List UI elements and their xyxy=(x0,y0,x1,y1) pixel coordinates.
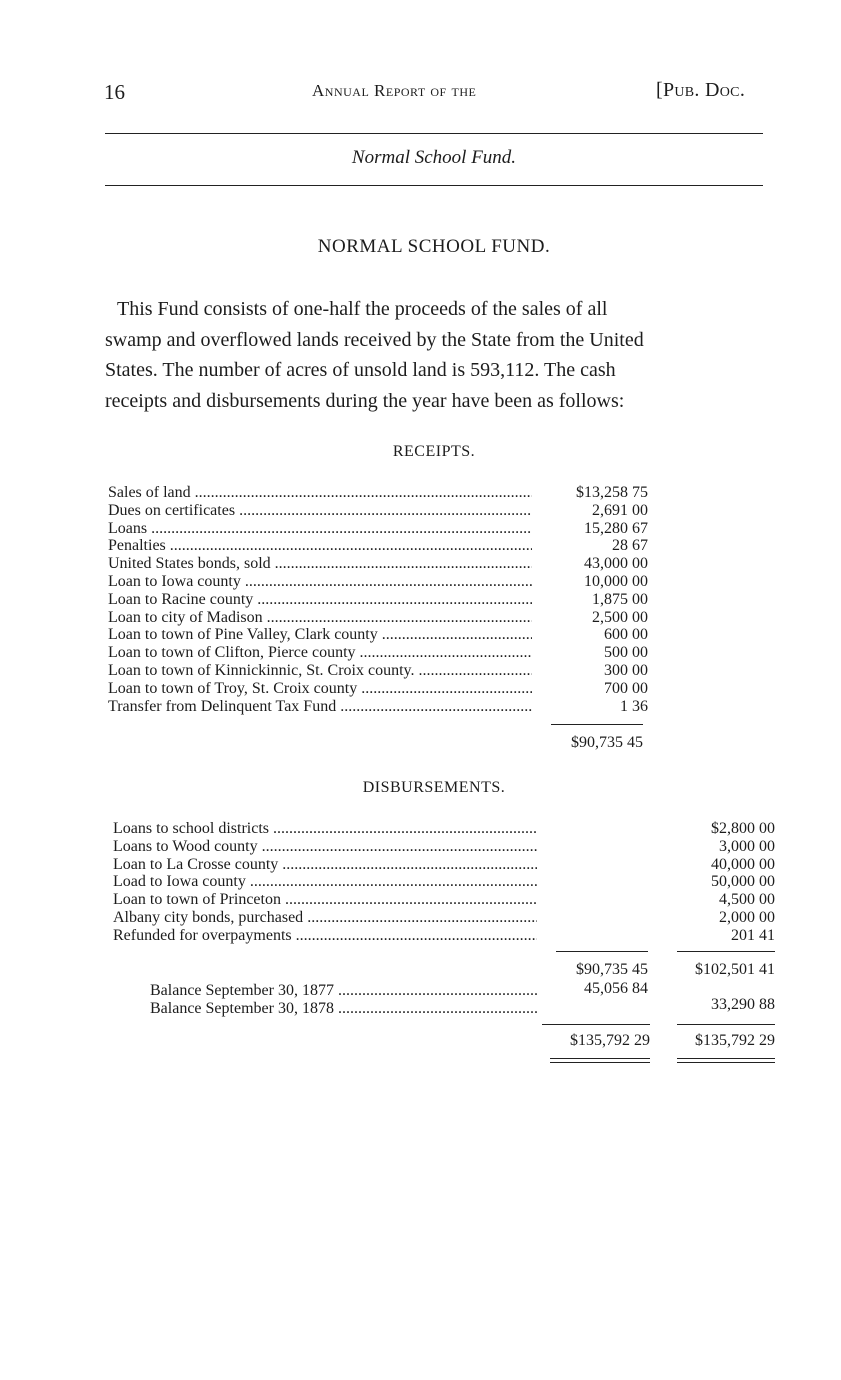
receipt-label: Loan to city of Madison ..... xyxy=(108,609,532,627)
balance-label: Balance September 30, 1878 ..... xyxy=(150,1000,537,1018)
receipts-table xyxy=(108,484,648,715)
receipt-amount: 15,280 67 xyxy=(584,519,648,537)
page-number: 16 xyxy=(104,80,125,104)
disbursement-amount: 50,000 00 xyxy=(711,873,775,891)
receipt-label: Transfer from Delinquent Tax Fund ..... xyxy=(108,698,532,716)
grand-total-double-rule xyxy=(550,1058,650,1063)
intro-line: States. The number of acres of unsold land is 593,112. The cash xyxy=(105,359,616,381)
intro-line: swamp and overflowed lands received by the State from the United xyxy=(105,328,644,351)
disbursement-label: Load to Iowa county ..... xyxy=(113,873,537,891)
receipt-row xyxy=(108,502,648,520)
receipt-label: Loan to town of Kinnickinnic, St. Croix county. ..... xyxy=(108,662,532,680)
disbursement-row xyxy=(113,856,775,874)
receipts-heading: RECEIPTS. xyxy=(392,443,476,460)
disbursement-label: Refunded for overpayments ..... xyxy=(113,927,537,945)
balance-row xyxy=(150,982,540,1000)
receipt-label: Loan to town of Clifton, Pierce county ..... xyxy=(108,644,532,662)
receipt-amount: 600 00 xyxy=(604,626,648,644)
disbursement-amount: 2,000 00 xyxy=(719,908,775,926)
receipt-amount: 28 67 xyxy=(612,537,648,555)
receipt-row xyxy=(108,698,648,716)
disbursement-amount: $2,800 00 xyxy=(711,820,775,837)
disbursement-amount: 4,500 00 xyxy=(719,891,775,909)
receipts-total-rule xyxy=(551,724,643,725)
receipt-amount: 500 00 xyxy=(604,644,648,662)
disbursement-amount: 40,000 00 xyxy=(711,855,775,873)
receipt-row xyxy=(108,644,648,662)
receipt-amount: 1,875 00 xyxy=(592,590,648,608)
disbursements-subtotal: $102,501 41 xyxy=(695,961,775,978)
receipt-label: Loan to town of Pine Valley, Clark county ..... xyxy=(108,626,532,644)
disbursement-amount: 201 41 xyxy=(731,926,775,944)
receipts-column-rule xyxy=(556,951,648,952)
receipt-label: Loan to Racine county ..... xyxy=(108,591,532,609)
disbursement-row xyxy=(113,891,775,909)
balance-receipts-amount: 45,056 84 xyxy=(584,980,648,997)
receipts-subtotal: $90,735 45 xyxy=(576,961,648,978)
receipt-amount: 43,000 00 xyxy=(584,555,648,573)
receipt-amount: 700 00 xyxy=(604,679,648,697)
receipt-amount: 2,691 00 xyxy=(592,501,648,519)
disbursement-label: Loan to town of Princeton ..... xyxy=(113,891,537,909)
receipt-label: Loans ..... xyxy=(108,520,532,538)
disbursement-label: Loans to school districts ..... xyxy=(113,820,537,838)
intro-line: This Fund consists of one-half the proceeds of the sales of all xyxy=(117,298,608,320)
receipts-total: $90,735 45 xyxy=(571,734,643,751)
receipt-row xyxy=(108,555,648,573)
document-marker: [Pub. Doc. xyxy=(656,79,746,101)
fund-heading: NORMAL SCHOOL FUND. xyxy=(317,236,551,257)
receipt-row xyxy=(108,626,648,644)
running-title: Annual Report of the xyxy=(312,81,477,100)
disbursements-column-rule xyxy=(677,951,775,952)
receipt-label: United States bonds, sold ..... xyxy=(108,555,532,573)
grand-total-rule-disbursements xyxy=(677,1024,775,1025)
disbursement-amount: 3,000 00 xyxy=(719,837,775,855)
receipt-row xyxy=(108,609,648,627)
receipt-row xyxy=(108,520,648,538)
receipt-amount: 10,000 00 xyxy=(584,572,648,590)
receipt-label: Penalties ..... xyxy=(108,537,532,555)
receipt-row xyxy=(108,573,648,591)
receipt-amount: $13,258 75 xyxy=(576,484,648,501)
disbursement-label: Albany city bonds, purchased ..... xyxy=(113,909,537,927)
receipt-label: Dues on certificates ..... xyxy=(108,502,532,520)
intro-paragraph xyxy=(105,294,767,416)
section-title: Normal School Fund. xyxy=(351,147,517,168)
disbursement-row xyxy=(113,820,775,838)
receipt-row xyxy=(108,484,648,502)
balance-label: Balance September 30, 1877 ..... xyxy=(150,982,537,1000)
receipt-amount: 2,500 00 xyxy=(592,608,648,626)
grand-total-receipts: $135,792 29 xyxy=(570,1032,650,1049)
disbursement-label: Loan to La Crosse county ..... xyxy=(113,856,537,874)
disbursements-table xyxy=(113,820,775,945)
disbursement-row xyxy=(113,927,775,945)
disbursements-heading: DISBURSEMENTS. xyxy=(362,779,506,796)
receipt-row xyxy=(108,591,648,609)
receipt-label: Loan to town of Troy, St. Croix county ..... xyxy=(108,680,532,698)
receipt-label: Sales of land ..... xyxy=(108,484,532,502)
receipt-label: Loan to Iowa county ..... xyxy=(108,573,532,591)
disbursement-row xyxy=(113,873,775,891)
disbursement-row xyxy=(113,909,775,927)
balance-row xyxy=(150,1000,540,1018)
balance-disbursements-amount: 33,290 88 xyxy=(711,996,775,1013)
disbursement-label: Loans to Wood county ..... xyxy=(113,838,537,856)
header-rule-top xyxy=(105,133,763,134)
header-rule-bottom xyxy=(105,185,763,186)
receipt-amount: 1 36 xyxy=(620,697,648,715)
receipt-row xyxy=(108,537,648,555)
disbursement-row xyxy=(113,838,775,856)
receipt-row xyxy=(108,662,648,680)
receipt-row xyxy=(108,680,648,698)
intro-line: receipts and disbursements during the year have been as follows: xyxy=(105,389,625,412)
grand-total-double-rule xyxy=(677,1058,775,1063)
grand-total-rule-receipts xyxy=(542,1024,650,1025)
grand-total-disbursements: $135,792 29 xyxy=(695,1032,775,1049)
receipt-amount: 300 00 xyxy=(604,661,648,679)
